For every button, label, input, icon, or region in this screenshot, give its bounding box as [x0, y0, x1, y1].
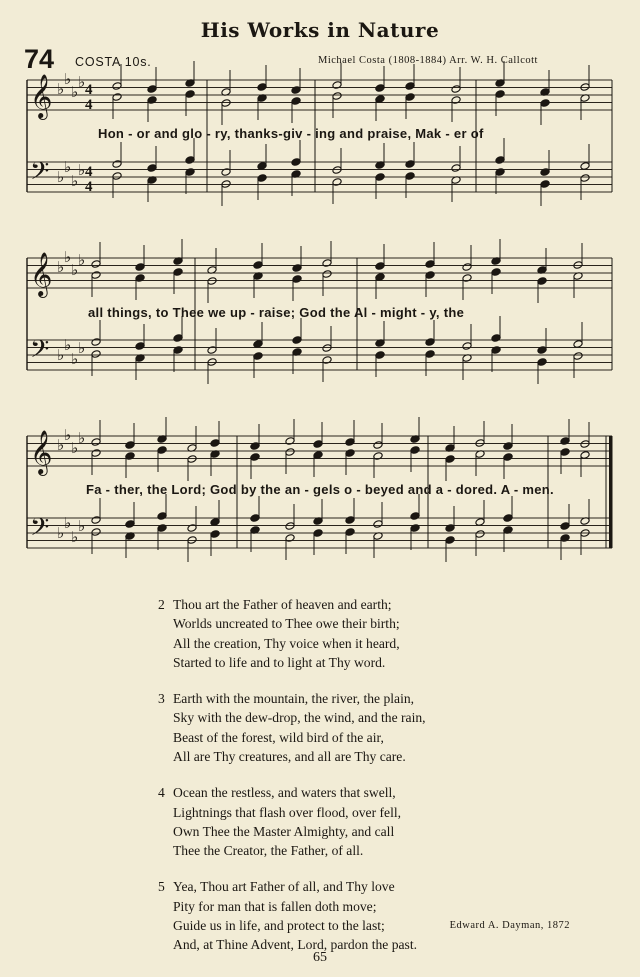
- hymn-number: 74: [24, 44, 55, 74]
- flat-icon: ♭: [64, 336, 72, 354]
- flat-icon: ♭: [64, 70, 72, 88]
- bass-clef-icon: 𝄢: [30, 513, 50, 548]
- flat-icon: ♭: [78, 429, 86, 447]
- flat-icon: ♭: [71, 83, 79, 101]
- verse: [158, 689, 538, 767]
- flat-icon: ♭: [71, 350, 79, 368]
- verse-line: And, at Thine Advent, Lord, pardon the past.: [173, 937, 418, 953]
- time-signature-bottom: 4: [85, 179, 93, 195]
- flat-icon: ♭: [57, 346, 65, 364]
- flat-icon: ♭: [57, 80, 65, 98]
- verse-line: Started to life and to light at Thy word.: [173, 655, 386, 671]
- flat-icon: ♭: [78, 73, 86, 91]
- flat-icon: ♭: [64, 158, 72, 176]
- final-bar-line: [609, 436, 612, 548]
- bass-clef-icon: 𝄢: [30, 335, 50, 370]
- composer-credit: Michael Costa (1808-1884) Arr. W. H. Callcott: [318, 55, 538, 66]
- verses: [158, 595, 538, 971]
- flat-icon: ♭: [57, 436, 65, 454]
- treble-clef-icon: 𝄞: [30, 252, 53, 296]
- page-number: 65: [313, 950, 327, 965]
- verse-line: Sky with the dew-drop, the wind, and the rain,: [173, 710, 426, 726]
- flat-icon: ♭: [64, 426, 72, 444]
- verse-line: Worlds uncreated to Thee owe their birth;: [173, 616, 400, 632]
- flat-icon: ♭: [78, 251, 86, 269]
- section-title: His Works in Nature: [200, 18, 440, 42]
- verse-number: 3: [158, 691, 165, 707]
- flat-icon: ♭: [64, 514, 72, 532]
- flat-icon: ♭: [78, 161, 86, 179]
- verse-line: Lightnings that flash over flood, over fell,: [173, 804, 402, 820]
- flat-icon: ♭: [57, 524, 65, 542]
- time-signature-top: 4: [85, 82, 93, 98]
- verse-number: 4: [158, 785, 165, 801]
- verse-number: 2: [158, 597, 165, 612]
- bass-clef-icon: 𝄢: [30, 157, 50, 192]
- flat-icon: ♭: [57, 168, 65, 186]
- verse: [158, 783, 538, 861]
- lyric-line-1: Hon - or and glo - ry, thanks-giv - ing and praise, Mak - er of: [98, 126, 484, 141]
- lyric-line-3: Fa - ther, the Lord; God by the an - gels o - beyed and a - dored. A - men.: [86, 482, 554, 497]
- verse: [158, 595, 538, 673]
- verse-line: 4 Ocean the restless, and waters that swell,: [158, 783, 538, 802]
- verse-line: Thee the Creator, the Father, of all.: [173, 843, 364, 859]
- flat-icon: ♭: [57, 258, 65, 276]
- treble-clef-icon: 𝄞: [30, 430, 53, 474]
- treble-clef-icon: 𝄞: [30, 74, 53, 118]
- verse-line: 2 Thou art the Father of heaven and earth;: [158, 595, 538, 614]
- verse: [158, 877, 538, 955]
- flat-icon: ♭: [64, 248, 72, 266]
- flat-icon: ♭: [78, 339, 86, 357]
- verse-line: All the creation, Thy voice when it heard,: [173, 635, 400, 651]
- tune-name: COSTA 10s.: [75, 55, 152, 69]
- verse-number: 5: [158, 879, 165, 895]
- verse-line: Pity for man that is fallen doth move;: [173, 898, 377, 914]
- flat-icon: ♭: [78, 517, 86, 535]
- lyric-line-2: all things, to Thee we up - raise; God the Al - might - y, the: [88, 305, 465, 320]
- verse-line: Own Thee the Master Almighty, and call: [173, 823, 395, 839]
- flat-icon: ♭: [71, 172, 79, 190]
- flat-icon: ♭: [71, 439, 79, 457]
- time-signature-bottom: 4: [85, 97, 93, 113]
- verse-line: 3 Earth with the mountain, the river, the plain,: [158, 689, 538, 708]
- verse-line: Beast of the forest, wild bird of the air,: [173, 729, 384, 745]
- flat-icon: ♭: [71, 261, 79, 279]
- verse-line: All are Thy creatures, and all are Thy care.: [173, 749, 406, 765]
- verse-line: 5 Yea, Thou art Father of all, and Thy love: [158, 877, 538, 896]
- author-credit: Edward A. Dayman, 1872: [449, 920, 570, 931]
- verse-line: Guide us in life, and protect to the last;: [173, 917, 385, 933]
- time-signature-top: 4: [85, 164, 93, 180]
- flat-icon: ♭: [71, 528, 79, 546]
